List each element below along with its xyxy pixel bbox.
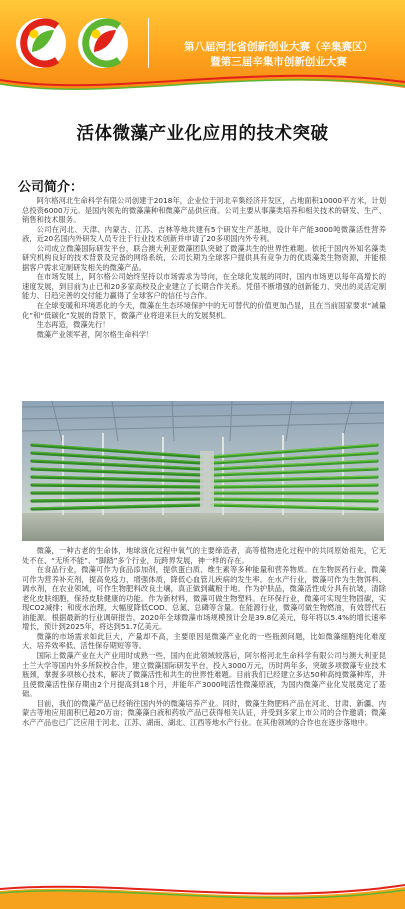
header-title xyxy=(156,40,401,70)
header-banner xyxy=(0,0,405,92)
intro-paragraph: 阿尔格河北生命科学有限公司创建于2018年，企业位于河北辛集经济开发区，占地面积10000平方米，计划总投资6000万元。是国内领先的微藻藻种和微藻产品供应商。公司主要从事藻类培养和相关技术的研发、生产、销售和技术服务。 xyxy=(22,196,386,225)
leaf-swirl-logo-icon xyxy=(10,12,140,74)
header-line-1: 第八届河北省创新创业大赛（辛集赛区） xyxy=(184,41,373,53)
detail-text xyxy=(22,546,386,727)
intro-text xyxy=(22,196,386,339)
header-line-2: 暨第三届辛集市创新创业大赛 xyxy=(210,56,347,68)
bioreactor-illustration xyxy=(22,401,384,541)
intro-paragraph: 公司在河北、天津、内蒙古、江苏、吉林等地共建有5个研发生产基地，设计年产能3000吨微藻活性营养液，近20名国内外研发人员专注于行业技术创新并申请了20多项国内外专利。 xyxy=(22,224,386,244)
detail-paragraph: 微藻，一种古老的生命体，地球演化过程中氧气的主要缔造者，高等植物进化过程中的共同原始祖先，它无处不在、“无所不能”、“脚踏”多个行业，玩跨界发展，神一样的存在。 xyxy=(22,546,386,565)
detail-paragraph: 在食品行业，微藻可作为食品添加剂，提供蛋白质、维生素等多种能量和营养物质。在生物医药行业，微藻可作为营养补充剂，提高免疫力，增强体质，降低心血管儿疾病的发生率。在水产行业，微藻可作为生物饵料、调水剂，在农业领域，可作生物肥料改良土壤，真正做到藏粮于地。作为护肤品，微藻活性成分具有抗皱，清除老化皮肤细胞，保持皮肤健康的功能。作为新材料，微藻可做生物塑料。在环保行业，微藻可实现生物固碳，实现CO2减排；和废水治理，大幅度降低COD、总氮、总磷等含量。在能源行业，微藻可做生物燃油，有效替代石油能源。根据最新的行业调研报告，2020年全球微藻市场规模预计会是39.8亿美元，每年将以5.4%的增长速率增长，预计到2025年，将达到51.7亿美元。 xyxy=(22,565,386,632)
page-title: 活体微藻产业化应用的技术突破 xyxy=(76,124,329,144)
detail-paragraph: 微藻的市场需求如此巨大，产量却不高，主要原因是微藻产业化的一些瓶颈问题，比如微藻细胞纯化难度大、培养效率低、活性保存期短等等。 xyxy=(22,631,386,651)
section-title: 公司简介： xyxy=(18,180,84,195)
bioreactor-photo xyxy=(22,401,384,541)
footer-wave xyxy=(0,879,405,909)
intro-paragraph: 在市场发展上，阿尔格公司始终坚持以市场需求为导向，在全球化发展的同时，国内市场更以每年高增长的速度发展，到目前为止已和20多家高校及企业建立了长期合作关系。凭借不断增强的创新能力、突出的灵活定制能力、日趋完善的交付能力赢得了全球客户的信任与合作。 xyxy=(22,272,386,301)
detail-paragraph: 目前，我们的微藻产品已经销往国内外的微藻培养产业。同时，微藻生物肥料产品在河北、甘肃、新疆、内蒙古等地应用面积已超20万亩；微藻藻白液和药妆产品已获得相关认证，并受到多家上市公司的合作邀请；微藻水产产品也已广泛应用于河北、江苏、湖南、湖北、江西等地水产行业。在其他领域的合作也在逐步落地中。 xyxy=(22,698,386,727)
header-wave xyxy=(0,70,405,104)
slogan-1: 生态再造，微藻先行！ xyxy=(36,320,110,330)
header-divider xyxy=(148,18,149,68)
intro-paragraph: 公司成立微藻国际研发平台，联合澳大利亚微藻团队突破了微藻共生的世界性难题。依托于国内外知名藻类研究机构良好的技术背景及完备的网络系统，公司长期为全球客户提供具有竞争力的优质藻类生物资源，并能根据客户需求定制研发相关的微藻产品。 xyxy=(22,243,386,272)
slogan-2: 微藻产业领军者，阿尔格生命科学！ xyxy=(36,329,154,339)
intro-paragraph: 在全球变暖和环境恶化的今天，微藻在生态环境保护中的无可替代的价值更加凸显，且在当前国家要求“减量化”和“低碳化”发展的背景下，微藻产业将迎来巨大的发展契机。 xyxy=(22,301,386,320)
detail-paragraph: 国际上微藻产业在大产业用时成熟一些，国内在此领域较落后，阿尔格河北生命科学有限公司与澳大利亚昆士兰大学等国内外多所院校合作，建立微藻国际研发平台，投入3000万元，历时两年多，突破多项微藻专业技术瓶颈，掌握多项核心技术，解决了微藻活性和共生的世界性难题。目前我们已经建立多达50种高纯微藻种库，并且使微藻活性保存期由2个月提高到18个月，并能年产3000吨活性微藻原液，为国内微藻产业化发展奠定了基础。 xyxy=(22,651,386,699)
